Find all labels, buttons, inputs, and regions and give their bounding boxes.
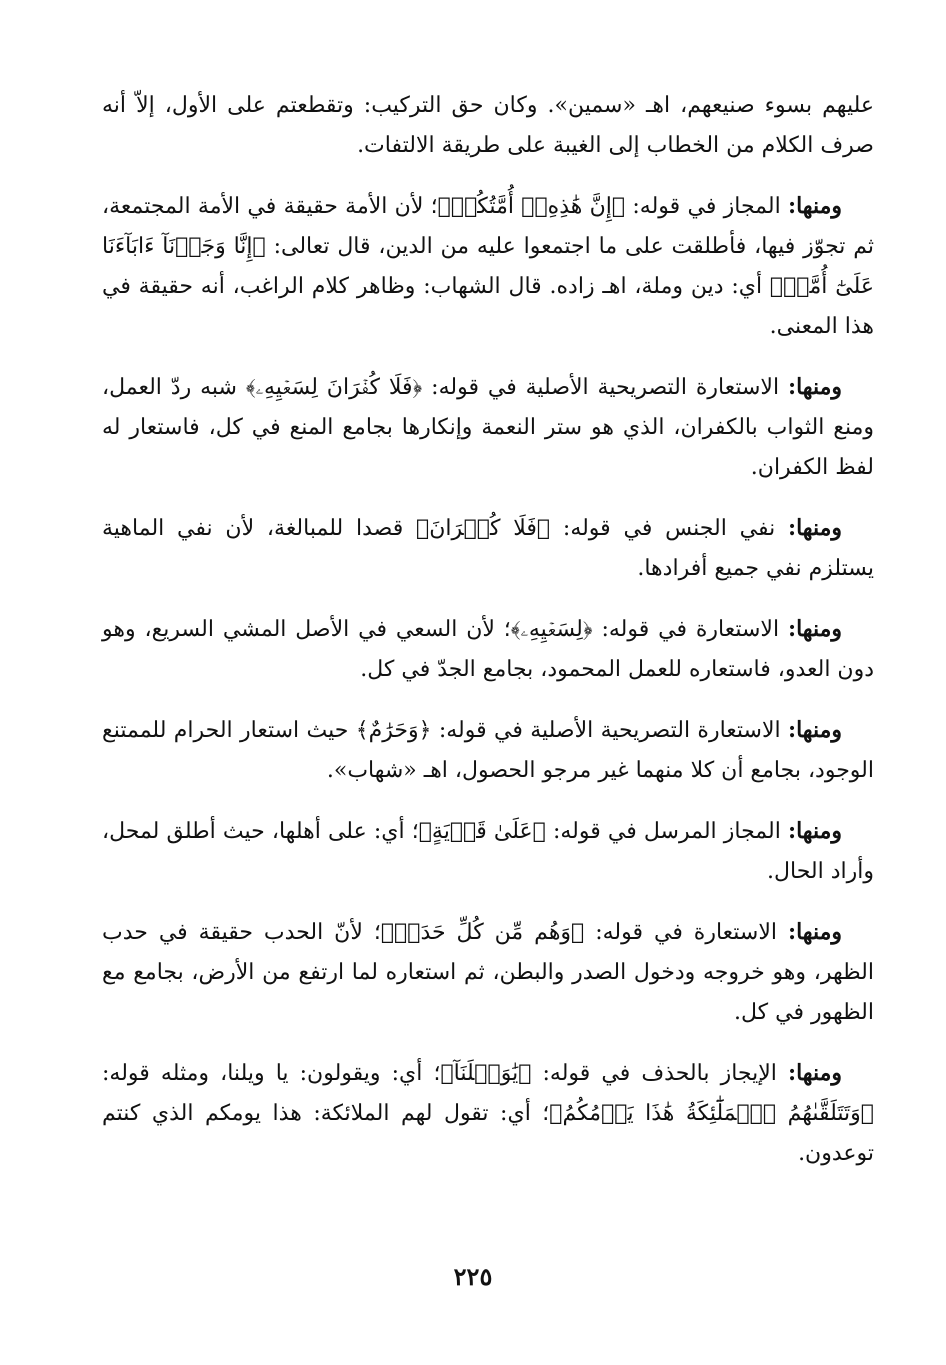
paragraph-isti-ara-haram [102,710,874,791]
paragraph-lead: ومنها: [787,717,842,743]
paragraph-majaz-mursal [102,811,874,892]
page-body [102,86,874,1194]
paragraph-ijaz-hadhf [102,1053,874,1174]
paragraph-text: الإيجاز بالحذف في قوله: ﴿يَٰوَيۡلَنَآ﴾؛ أي: ويقولون: يا ويلنا، ومثله قوله: ﴿وَتَتَلَقَّىٰهُمُ ٱلۡمَلَٰٓئِكَةُ هَٰذَا يَوۡمُكُمُ﴾؛ أي: تقول لهم الملائكة: هذا يومكم الذي كنتم توعدون. [102,1061,874,1166]
paragraph-text: المجاز في قوله: ﴿إِنَّ هَٰذِهِۦٓ أُمَّتُكُمۡ﴾؛ لأن الأمة حقيقة في الأمة المجتمعة، ثم تجوّز فيها، فأطلقت على ما اجتمعوا عليه من الدين، قال تعالى: ﴿إِنَّا وَجَدۡنَآ ءَابَآءَنَا عَلَىٰٓ أُمَّةٖ﴾ أي: دين وملة، اهـ زاده. قال الشهاب: وظاهر كلام الراغب، أنه حقيقة في هذا المعنى. [102,194,874,339]
paragraph-lead: ومنها: [787,193,842,219]
paragraph-text: عليهم بسوء صنيعهم، اهـ «سمين». وكان حق التركيب: وتقطعتم على الأول، إلاّ أنه صرف الكلام من الخطاب إلى الغيبة على طريقة الالتفات. [102,93,874,158]
paragraph-lead: ومنها: [787,1060,842,1086]
paragraph-text: الاستعارة في قوله: ﴿لِسَعۡيِهِۦ﴾؛ لأن السعي في الأصل المشي السريع، وهو دون العدو، فاستعاره للعمل المحمود، بجامع الجدّ في كل. [102,617,874,682]
paragraph-lead: ومنها: [787,515,842,541]
paragraph-text: الاستعارة التصريحية الأصلية في قوله: ﴿وَحَرَٰمٌ﴾ حيث استعار الحرام للممتنع الوجود، بجامع أن كلا منهما غير مرجو الحصول، اهـ «شهاب». [102,718,874,783]
paragraph-isti-ara-kufran [102,367,874,488]
paragraph-lead: ومنها: [787,818,842,844]
paragraph-text: الاستعارة التصريحية الأصلية في قوله: ﴿فَلَا كُفۡرَانَ لِسَعۡيِهِۦ﴾ شبه ردّ العمل، ومنع الثواب بالكفران، الذي هو ستر النعمة وإنكارها بجامع المنع في كل، فاستعار له لفظ الكفران. [102,375,874,480]
paragraph-majaz-umma [102,186,874,347]
paragraph-lead: ومنها: [787,919,842,945]
page-number: ٢٢٥ [453,1262,493,1291]
paragraph-nafy-jins [102,508,874,589]
paragraph-lead: ومنها: [787,374,842,400]
paragraph-text: المجاز المرسل في قوله: ﴿عَلَىٰ قَرۡيَةٍ﴾؛ أي: على أهلها، حيث أطلق لمحل، وأراد الحال. [102,819,874,884]
paragraph-text: نفي الجنس في قوله: ﴿فَلَا كُفۡرَانَ﴾ قصدا للمبالغة، لأن نفي الماهية يستلزم نفي جميع أفرادها. [102,516,874,581]
paragraph-text: الاستعارة في قوله: ﴿وَهُم مِّن كُلِّ حَدَبٖ﴾؛ لأنّ الحدب حقيقة في حدب الظهر، وهو خروجه ودخول الصدر والبطن، ثم استعاره لما ارتفع من الأرض، بجامع مع الظهور في كل. [102,920,874,1025]
paragraph-lead: ومنها: [787,616,842,642]
paragraph-isti-ara-hadab [102,912,874,1033]
paragraph-continuation [102,86,874,166]
paragraph-isti-ara-sa-y [102,609,874,690]
